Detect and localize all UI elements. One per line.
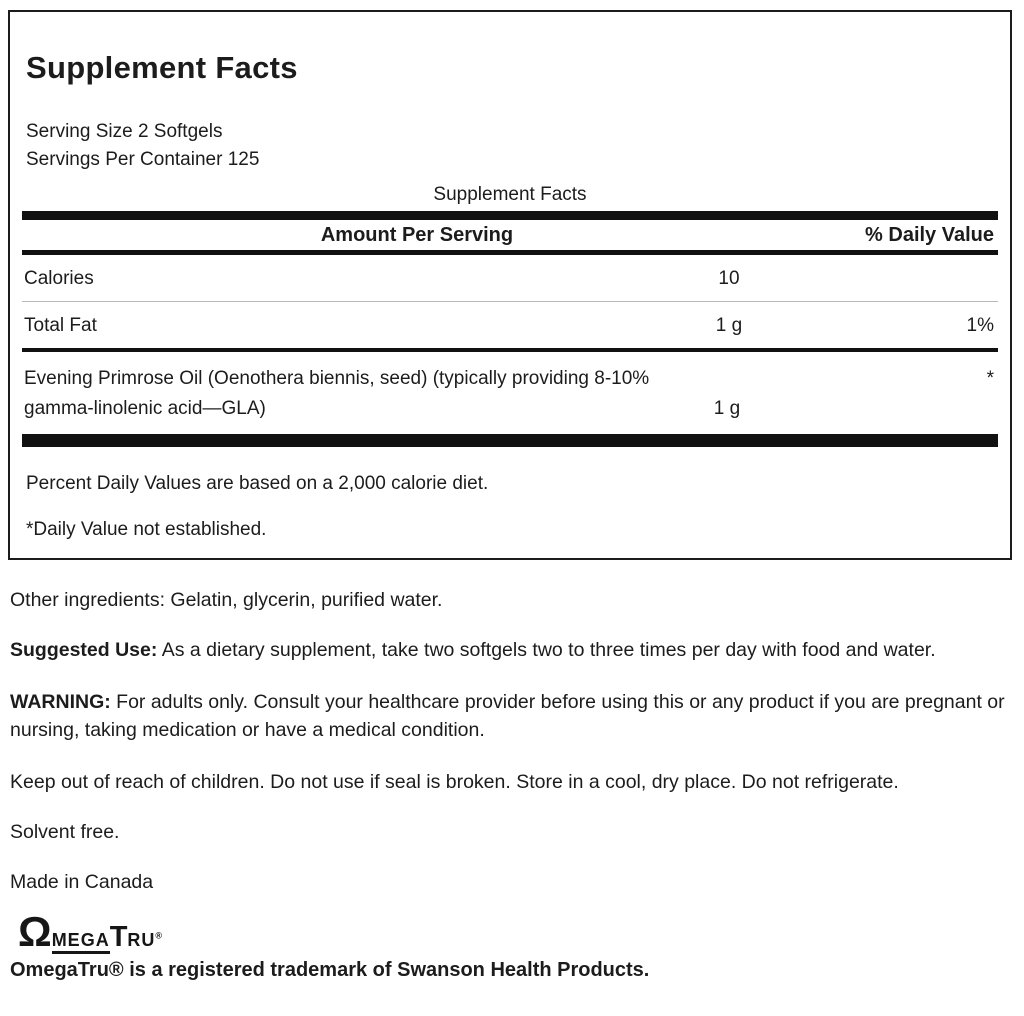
suggested-use-label: Suggested Use: (10, 639, 158, 661)
warning-label: WARNING: (10, 691, 111, 713)
amount-per-serving-header: Amount Per Serving (320, 224, 514, 246)
serving-size: Serving Size 2 Softgels (26, 121, 223, 142)
origin-note: Made in Canada (10, 871, 154, 893)
serving-info (26, 118, 1010, 174)
table-row-total-fat (22, 302, 998, 352)
servings-per-container: Servings Per Container 125 (26, 149, 260, 170)
table-caption: Supplement Facts (433, 184, 587, 205)
logo-omega-glyph: Ω (18, 908, 52, 955)
logo-ru-text: RU (127, 930, 156, 950)
daily-value-not-established-footnote: *Daily Value not established. (26, 519, 267, 540)
nutrient-name-line2: gamma-linolenic acid—GLA) (24, 398, 266, 419)
nutrient-amount: 10 (718, 268, 740, 289)
nutrient-dv: 1% (966, 315, 994, 336)
nutrition-table (22, 184, 998, 447)
omegatru-logo (18, 908, 1014, 955)
nutrient-amount: 1 g (713, 398, 741, 419)
table-row-evening-primrose-oil (22, 352, 998, 434)
warning (10, 688, 1014, 744)
supplement-facts-panel (8, 10, 1012, 560)
epo-line1 (24, 364, 998, 394)
nutrient-dv: * (986, 368, 994, 389)
logo-mega-text: MEGA (52, 930, 110, 954)
other-ingredients: Other ingredients: Gelatin, glycerin, purified water. (10, 589, 443, 611)
nutrient-name: Total Fat (24, 315, 97, 336)
storage-instructions: Keep out of reach of children. Do not use if seal is broken. Store in a cool, dry place. Do not refrigerate. (10, 771, 899, 793)
logo-t-text: T (109, 921, 128, 953)
divider-thick-top (22, 211, 998, 220)
suggested-use (10, 636, 1014, 664)
nutrient-name-line1: Evening Primrose Oil (Oenothera biennis, seed) (typically providing 8-10% (24, 368, 650, 389)
nutrient-name: Calories (24, 268, 94, 289)
epo-line2 (24, 394, 998, 424)
daily-value-header: % Daily Value (865, 224, 994, 246)
suggested-use-text: As a dietary supplement, take two softgels two to three times per day with food and water. (157, 639, 936, 661)
label-body-text (10, 586, 1014, 1006)
table-row-calories (22, 255, 998, 302)
warning-text: For adults only. Consult your healthcare provider before using this or any product if you are pregnant or nursing, taking medication or have a medical condition. (10, 691, 1005, 741)
nutrient-amount: 1 g (715, 315, 743, 336)
registered-trademark-icon: ® (155, 930, 163, 941)
solvent-free-note: Solvent free. (10, 821, 120, 843)
trademark-statement: OmegaTru® is a registered trademark of Swanson Health Products. (10, 959, 650, 981)
percent-daily-values-footnote: Percent Daily Values are based on a 2,000 calorie diet. (26, 473, 489, 494)
panel-title: Supplement Facts (26, 50, 298, 85)
table-header-row (22, 220, 998, 250)
divider-thick-bottom (22, 434, 998, 447)
